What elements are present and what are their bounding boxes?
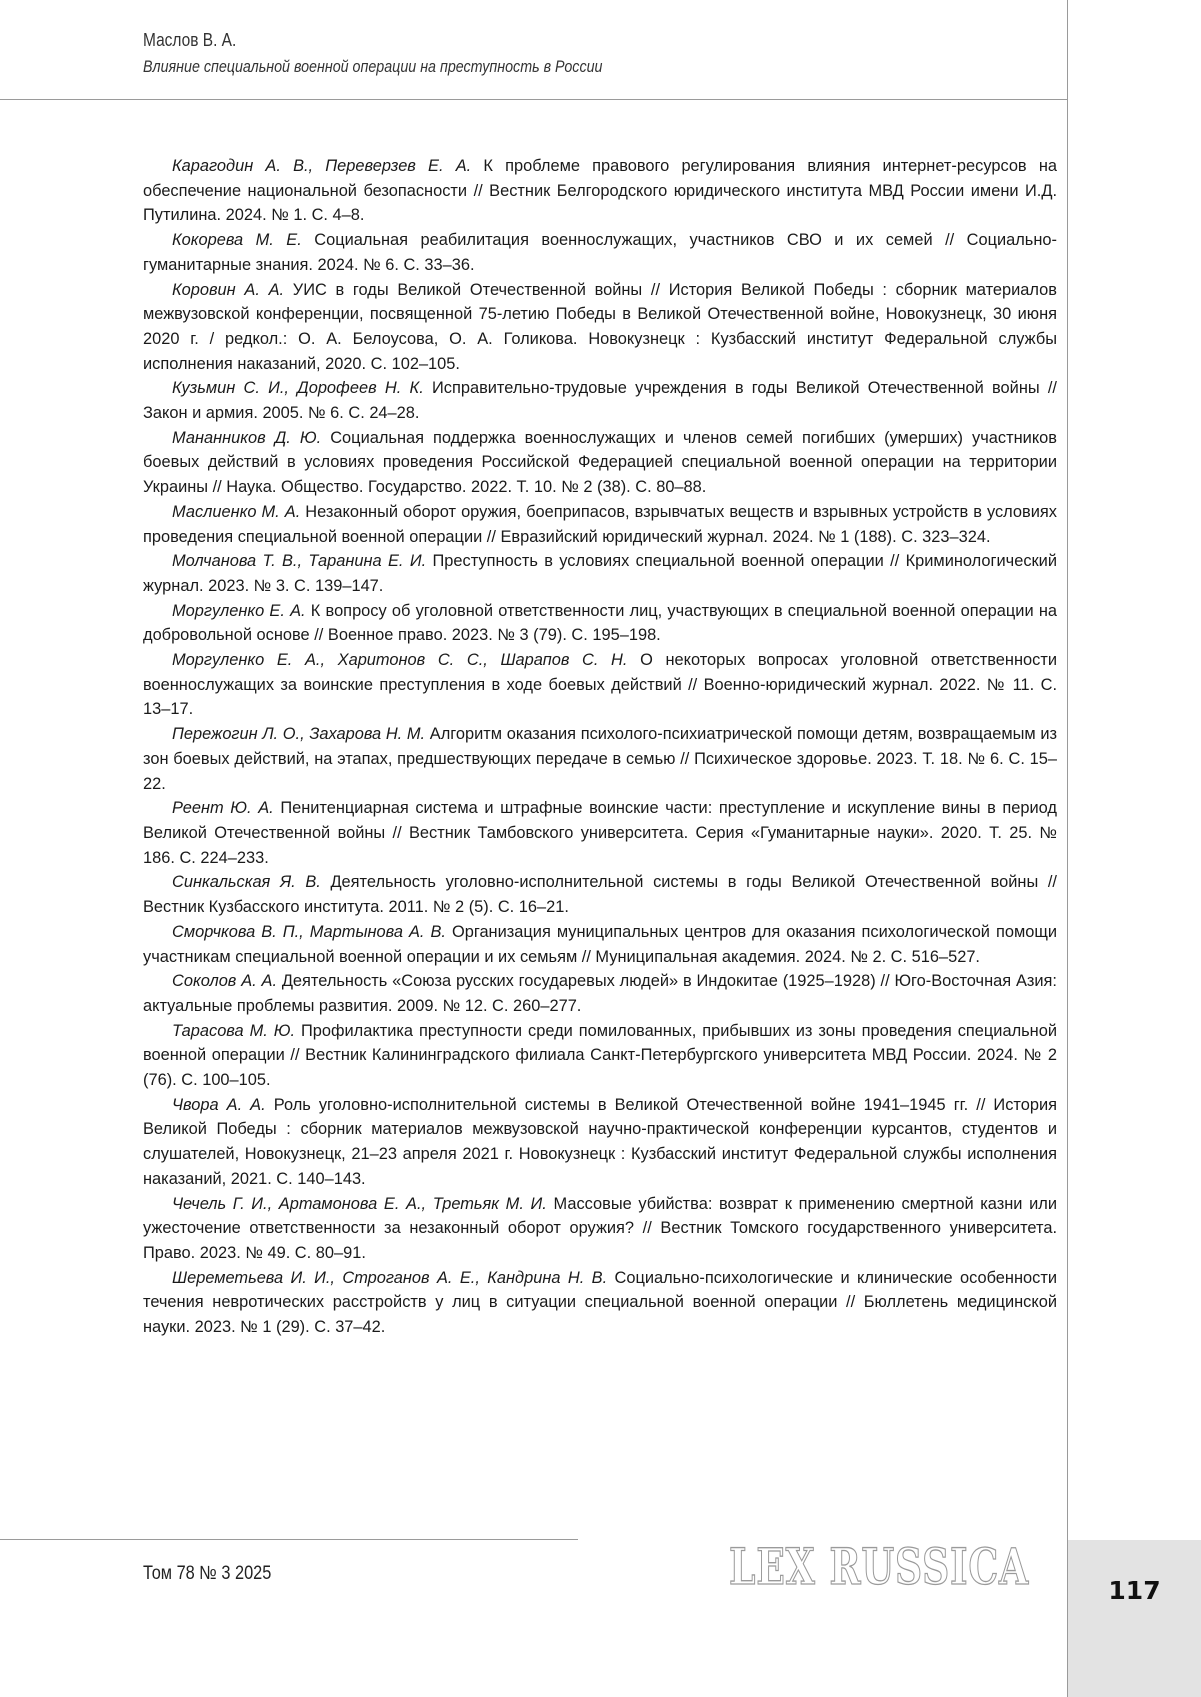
reference-authors: Шереметьева И. И., Строганов А. Е., Кандрина Н. В.	[172, 1268, 608, 1287]
reference-entry	[143, 1192, 1057, 1266]
reference-authors: Карагодин А. В., Переверзев Е. А.	[172, 157, 472, 175]
header-author: Маслов В. А.	[143, 30, 237, 50]
reference-entry	[143, 969, 1057, 1018]
reference-text: К проблеме правового регулирования влияния интернет-ресурсов на обеспечение национальной безопасности // Вестник Белгородского юридического института МВД России имени И.Д. Путилина. 2024. № 1. С. 4–8.	[143, 157, 1057, 225]
reference-authors: Сморчкова В. П., Мартынова А. В.	[172, 922, 446, 941]
footer-divider	[0, 1539, 578, 1540]
reference-authors: Синкальская Я. В.	[172, 873, 321, 892]
reference-text: Преступность в условиях специальной военной операции // Криминологический журнал. 2023. № 3. С. 139–147.	[143, 552, 1057, 595]
reference-entry	[143, 426, 1057, 500]
reference-text: Профилактика преступности среди помилованных, прибывших из зоны проведения специальной военной операции // Вестник Калининградского филиала Санкт-Петербургского университета МВД России. 2024. № 2 (76). С. 100–105.	[143, 1021, 1057, 1090]
reference-authors: Пережогин Л. О., Захарова Н. М.	[172, 725, 426, 744]
reference-text: УИС в годы Великой Отечественной войны // История Великой Победы : сборник материалов межвузовской конференции, посвященной 75-летию Победы в Великой Отечественной войне, Новокузнецк, 30 июня 2020 г. / редкол.: О. А. Белоусова, О. А. Голикова. Новокузнецк : Кузбасский институт Федеральной службы исполнения наказаний, 2020. С. 102–105.	[143, 280, 1057, 373]
reference-authors: Соколов А. А.	[172, 972, 277, 991]
reference-entry	[143, 722, 1057, 796]
reference-authors: Кузьмин С. И., Дорофеев Н. К.	[172, 379, 424, 398]
header-divider	[0, 99, 1067, 100]
reference-entry	[143, 870, 1057, 919]
reference-text: Деятельность «Союза русских государевых людей» в Индокитае (1925–1928) // Юго-Восточная Азия: актуальные проблемы развития. 2009. № 12. С. 260–277.	[143, 972, 1057, 1015]
reference-entry	[143, 278, 1057, 377]
reference-entry	[143, 796, 1057, 870]
reference-authors: Мананников Д. Ю.	[172, 428, 322, 447]
reference-entry	[143, 154, 1057, 228]
page-number-box	[1067, 1540, 1201, 1697]
right-margin-band	[1067, 0, 1201, 1540]
issue-label: Том 78 № 3 2025	[143, 1563, 272, 1584]
reference-text: Социально-психологические и клинические особенности течения невротических расстройств у лиц в ситуации специальной военной операции // Бюллетень медицинской науки. 2023. № 1 (29). С. 37–42.	[143, 1268, 1057, 1337]
reference-text: Незаконный оборот оружия, боеприпасов, взрывчатых веществ и взрывных устройств в условиях проведения специальной военной операции // Евразийский юридический журнал. 2024. № 1 (188). С. 323–324.	[143, 502, 1057, 546]
reference-text: Алгоритм оказания психолого-психиатрической помощи детям, возвращаемым из зон боевых действий, на этапах, предшествующих передаче в семью // Психическое здоровье. 2023. Т. 18. № 6. С. 15–22.	[143, 725, 1057, 793]
reference-text: Исправительно-трудовые учреждения в годы Великой Отечественной войны // Закон и армия. 2005. № 6. С. 24–28.	[143, 379, 1057, 423]
reference-text: Социальная реабилитация военнослужащих, участников СВО и их семей // Социально-гуманитарные знания. 2024. № 6. С. 33–36.	[143, 231, 1057, 274]
reference-list	[143, 154, 1057, 1340]
reference-authors: Чвора А. А.	[172, 1095, 266, 1114]
running-header	[143, 30, 1043, 77]
reference-text: Социальная поддержка военнослужащих и членов семей погибших (умерших) участников боевых действий в условиях проведения Российской Федерацией специальной военной операции на территории Украины // Наука. Общество. Государство. 2022. Т. 10. № 2 (38). С. 80–88.	[143, 428, 1057, 497]
reference-authors: Кокорева М. Е.	[172, 231, 302, 250]
reference-entry	[143, 1266, 1057, 1340]
reference-text: К вопросу об уголовной ответственности лиц, участвующих в специальной военной операции на добровольной основе // Военное право. 2023. № 3 (79). С. 195–198.	[143, 601, 1057, 645]
reference-entry	[143, 500, 1057, 549]
header-article-title: Влияние специальной военной операции на преступность в России	[143, 57, 603, 76]
reference-entry	[143, 1093, 1057, 1192]
reference-authors: Маслиенко М. А.	[172, 502, 301, 521]
reference-authors: Реент Ю. А.	[172, 799, 274, 818]
reference-authors: Моргуленко Е. А., Харитонов С. С., Шарапов С. Н.	[172, 651, 628, 670]
reference-authors: Моргуленко Е. А.	[172, 601, 306, 620]
reference-entry	[143, 1019, 1057, 1093]
reference-entry	[143, 648, 1057, 722]
journal-logo	[726, 1530, 1032, 1600]
reference-text: Организация муниципальных центров для оказания психологической помощи участникам специальной военной операции и их семьям // Муниципальная академия. 2024. № 2. С. 516–527.	[143, 922, 1057, 966]
reference-authors: Молчанова Т. В., Таранина Е. И.	[172, 552, 427, 571]
reference-entry	[143, 549, 1057, 598]
reference-authors: Тарасова М. Ю.	[172, 1021, 296, 1040]
reference-text: Пенитенциарная система и штрафные воинские части: преступление и искупление вины в период Великой Отечественной войны // Вестник Тамбовского университета. Серия «Гуманитарные науки». 2020. Т. 25. № 186. С. 224–233.	[143, 799, 1057, 867]
reference-entry	[143, 376, 1057, 425]
reference-entry	[143, 228, 1057, 277]
page-number: 117	[1108, 1576, 1161, 1605]
reference-text: Роль уголовно-исполнительной системы в Великой Отечественной войне 1941–1945 гг. // История Великой Победы : сборник материалов межвузовской научно-практической конференции курсантов, студентов и слушателей, Новокузнецк, 21–23 апреля 2021 г. Новокузнецк : Кузбасский институт Федеральной службы исполнения наказаний, 2021. С. 140–143.	[143, 1095, 1057, 1188]
reference-authors: Чечель Г. И., Артамонова Е. А., Третьяк М. И.	[172, 1194, 547, 1213]
reference-entry	[143, 599, 1057, 648]
journal-logo-text: LEX RUSSICA	[729, 1537, 1030, 1596]
reference-text: О некоторых вопросах уголовной ответственности военнослужащих за воинские преступления в ходе боевых действий // Военно-юридический журнал. 2022. № 11. С. 13–17.	[143, 651, 1057, 719]
reference-authors: Коровин А. А.	[172, 280, 285, 299]
reference-entry	[143, 920, 1057, 969]
reference-text: Массовые убийства: возврат к применению смертной казни или ужесточение ответственности за незаконный оборот оружия? // Вестник Томского государственного университета. Право. 2023. № 49. С. 80–91.	[143, 1194, 1057, 1262]
reference-text: Деятельность уголовно-исполнительной системы в годы Великой Отечественной войны // Вестник Кузбасского института. 2011. № 2 (5). С. 16–21.	[143, 873, 1057, 917]
